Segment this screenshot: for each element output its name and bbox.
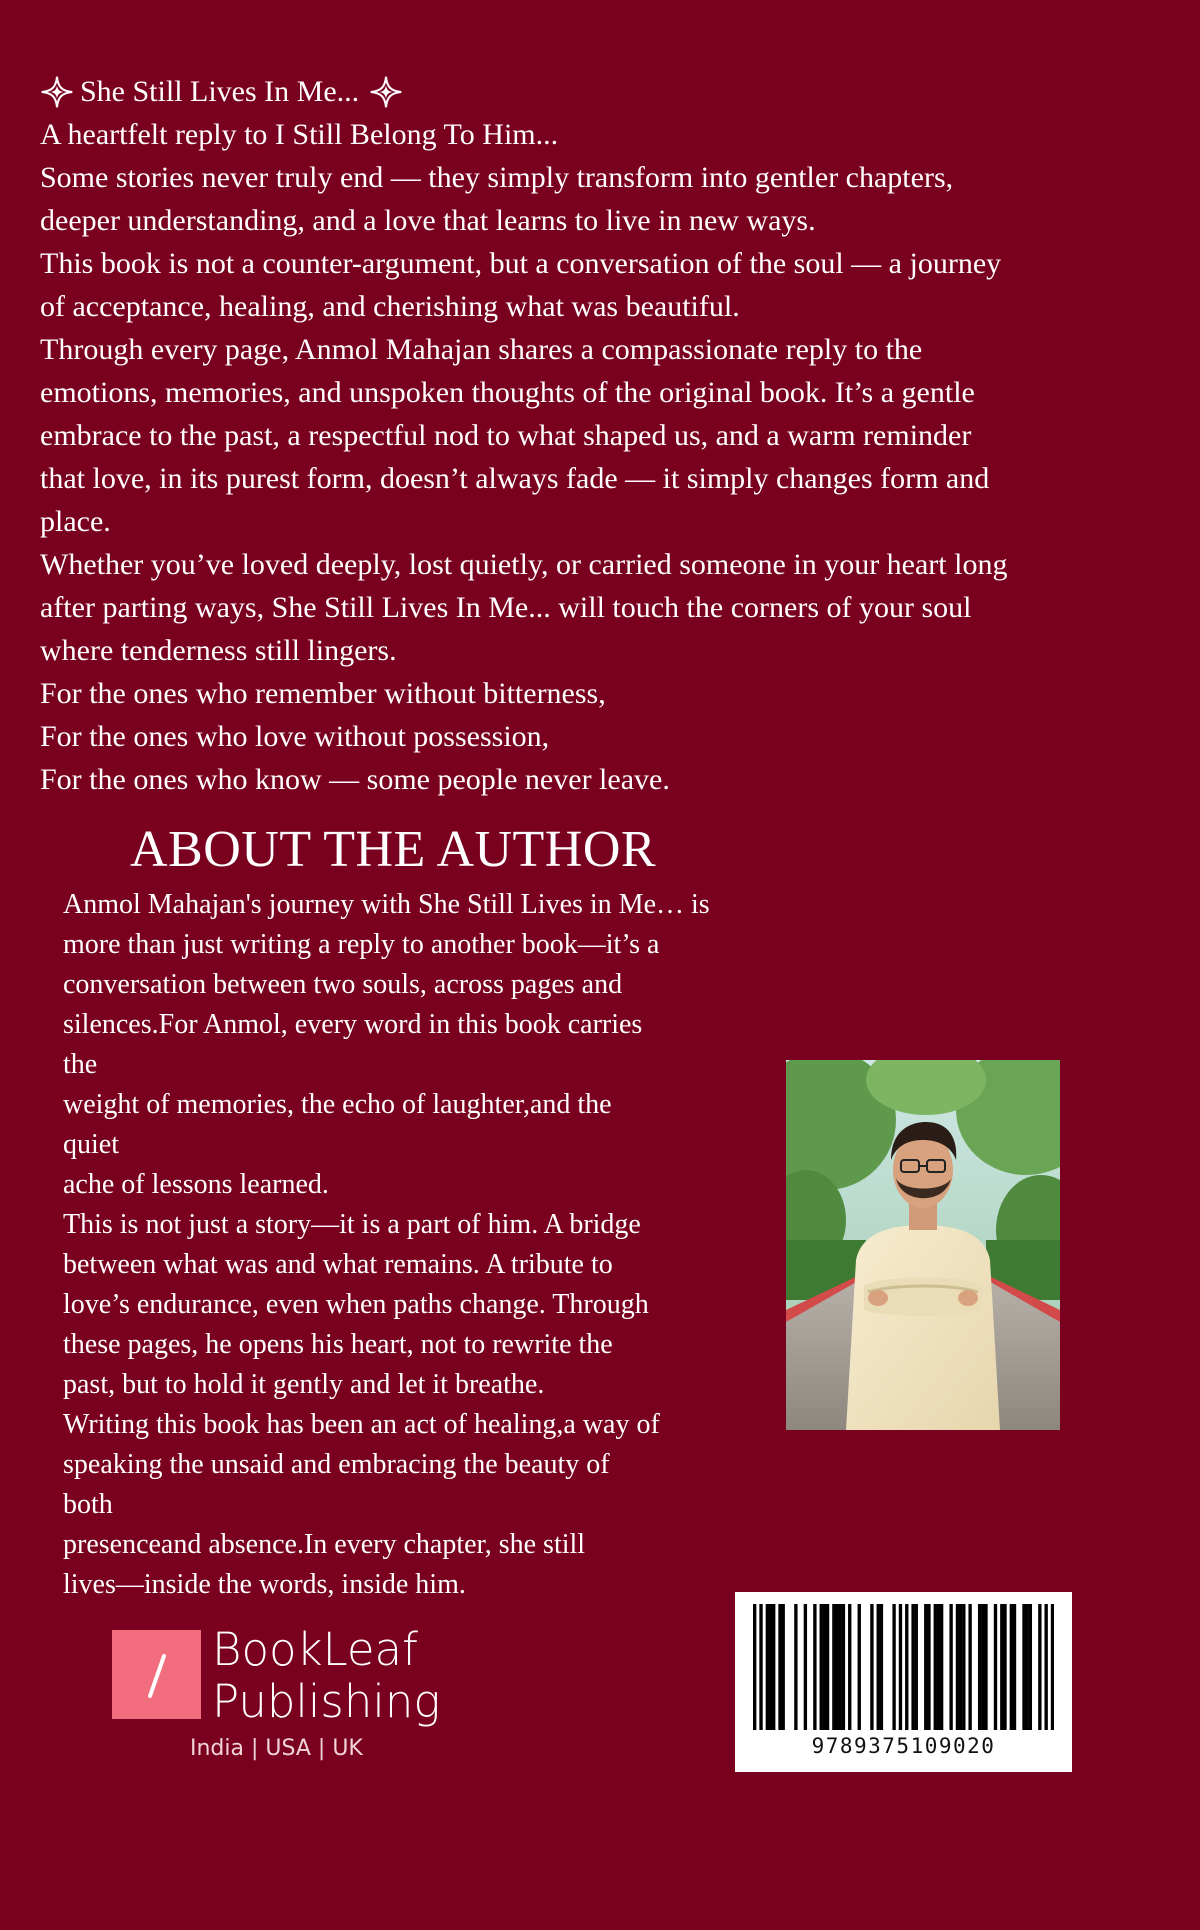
about-line: both (63, 1489, 113, 1520)
blurb-line: Through every page, Anmol Mahajan shares a compassionate reply to the (40, 333, 923, 366)
barcode-bar (832, 1604, 835, 1730)
about-line: ache of lessons learned. (63, 1169, 329, 1200)
barcode-bar (1051, 1604, 1054, 1730)
barcode-bar (956, 1604, 959, 1730)
barcode-bar (981, 1604, 984, 1730)
publisher-name-line1: BookLeaf (212, 1623, 418, 1676)
about-line: conversation between two souls, across pages and (63, 969, 623, 1000)
barcode-bar (1029, 1604, 1032, 1730)
barcode-bar (794, 1604, 797, 1730)
barcode-bar (994, 1604, 997, 1730)
author-photo (786, 1060, 1060, 1430)
barcode-bar (759, 1604, 762, 1730)
blurb-line: For the ones who know — some people never leave. (40, 763, 670, 796)
about-line: silences.For Anmol, every word in this book carries (63, 1009, 643, 1040)
slash-icon (112, 1630, 201, 1719)
barcode-bar (905, 1604, 908, 1730)
sparkle-icon (369, 75, 403, 109)
barcode-bar (1013, 1604, 1016, 1730)
isbn-barcode (735, 1592, 1072, 1772)
barcode-bar (858, 1604, 861, 1730)
barcode-bar (848, 1604, 851, 1730)
blurb-line: Whether you’ve loved deeply, lost quietly, or carried someone in your heart long (40, 548, 1008, 581)
barcode-bar (826, 1604, 829, 1730)
publisher-name-line2: Publishing (212, 1675, 441, 1728)
blurb-line: A heartfelt reply to I Still Belong To Him... (40, 118, 559, 151)
barcode-bar (766, 1604, 769, 1730)
author-photo-illustration (786, 1060, 1060, 1430)
blurb-line: embrace to the past, a respectful nod to what shaped us, and a warm reminder (40, 419, 972, 452)
about-line: past, but to hold it gently and let it breathe. (63, 1369, 545, 1400)
about-line: This is not just a story—it is a part of him. A bridge (63, 1209, 641, 1240)
barcode-bar (1003, 1604, 1006, 1730)
about-author-text (63, 885, 783, 1605)
barcode-bar (842, 1604, 845, 1730)
barcode-bar (839, 1604, 842, 1730)
publisher-regions: India | USA | UK (190, 1736, 363, 1761)
about-line: more than just writing a reply to another book—it’s a (63, 929, 660, 960)
barcode-bar (899, 1604, 902, 1730)
barcode-bar (1000, 1604, 1003, 1730)
sparkle-icon (40, 75, 74, 109)
blurb-title: She Still Lives In Me... (80, 75, 360, 108)
barcode-bar (772, 1604, 775, 1730)
barcode-bar (915, 1604, 918, 1730)
barcode-bar (1010, 1604, 1013, 1730)
barcode-bar (927, 1604, 930, 1730)
barcode-bar (940, 1604, 943, 1730)
barcode-bar (924, 1604, 927, 1730)
barcode-bar (984, 1604, 987, 1730)
barcode-bar (778, 1604, 781, 1730)
blurb-line: emotions, memories, and unspoken thoughts of the original book. It’s a gentle (40, 376, 975, 409)
barcode-bar (813, 1604, 816, 1730)
about-line: Anmol Mahajan's journey with She Still Lives in Me… is (63, 889, 710, 920)
about-line: speaking the unsaid and embracing the beauty of (63, 1449, 610, 1480)
barcode-bar (877, 1604, 880, 1730)
barcode-bar (835, 1604, 838, 1730)
blurb-title-line (40, 70, 1120, 113)
about-line: these pages, he opens his heart, not to rewrite the (63, 1329, 613, 1360)
blurb-line: Some stories never truly end — they simply transform into gentler chapters, (40, 161, 954, 194)
about-line: presenceand absence.In every chapter, she still (63, 1529, 586, 1560)
about-line: love’s endurance, even when paths change. Through (63, 1289, 649, 1320)
barcode-bar (870, 1604, 873, 1730)
publisher-logo (112, 1623, 472, 1770)
barcode-bar (934, 1604, 937, 1730)
blurb-line: This book is not a counter-argument, but a conversation of the soul — a journey (40, 247, 1002, 280)
barcode-bar (968, 1604, 971, 1730)
barcode-bar (1038, 1604, 1041, 1730)
barcode-bar (978, 1604, 981, 1730)
barcode-bar (769, 1604, 772, 1730)
about-line: quiet (63, 1129, 119, 1160)
blurb-line: place. (40, 505, 111, 538)
barcode-bar (892, 1604, 895, 1730)
barcode-bar (804, 1604, 807, 1730)
barcode-bar (949, 1604, 952, 1730)
isbn-number: 9789375109020 (811, 1734, 996, 1758)
blurb-line: that love, in its purest form, doesn’t always fade — it simply changes form and (40, 462, 990, 495)
barcode-bar (823, 1604, 826, 1730)
barcode-bars (753, 1604, 1054, 1730)
blurb-line: For the ones who remember without bitterness, (40, 677, 606, 710)
about-line: lives—inside the words, inside him. (63, 1569, 466, 1600)
barcode-bar (959, 1604, 962, 1730)
barcode-bar (753, 1604, 756, 1730)
about-line: weight of memories, the echo of laughter,and the (63, 1089, 612, 1120)
about-author-heading: ABOUT THE AUTHOR (130, 821, 657, 878)
publisher-name (212, 1624, 440, 1728)
blurb-line: after parting ways, She Still Lives In Me... will touch the corners of your soul (40, 591, 972, 624)
blurb-line: of acceptance, healing, and cherishing what was beautiful. (40, 290, 740, 323)
barcode-bar (1025, 1604, 1028, 1730)
blurb-line: For the ones who love without possession, (40, 720, 550, 753)
barcode-bar (1022, 1604, 1025, 1730)
barcode-bar (937, 1604, 940, 1730)
book-blurb (40, 70, 1120, 801)
barcode-bar (962, 1604, 965, 1730)
blurb-line: deeper understanding, and a love that learns to live in new ways. (40, 204, 816, 237)
barcode-bar (820, 1604, 823, 1730)
about-line: Writing this book has been an act of healing,a way of (63, 1409, 660, 1440)
blurb-line: where tenderness still lingers. (40, 634, 397, 667)
barcode-bar (911, 1604, 914, 1730)
about-line: the (63, 1049, 98, 1080)
barcode-bar (880, 1604, 883, 1730)
barcode-bar (782, 1604, 785, 1730)
about-line: between what was and what remains. A tribute to (63, 1249, 613, 1280)
barcode-bar (1044, 1604, 1047, 1730)
